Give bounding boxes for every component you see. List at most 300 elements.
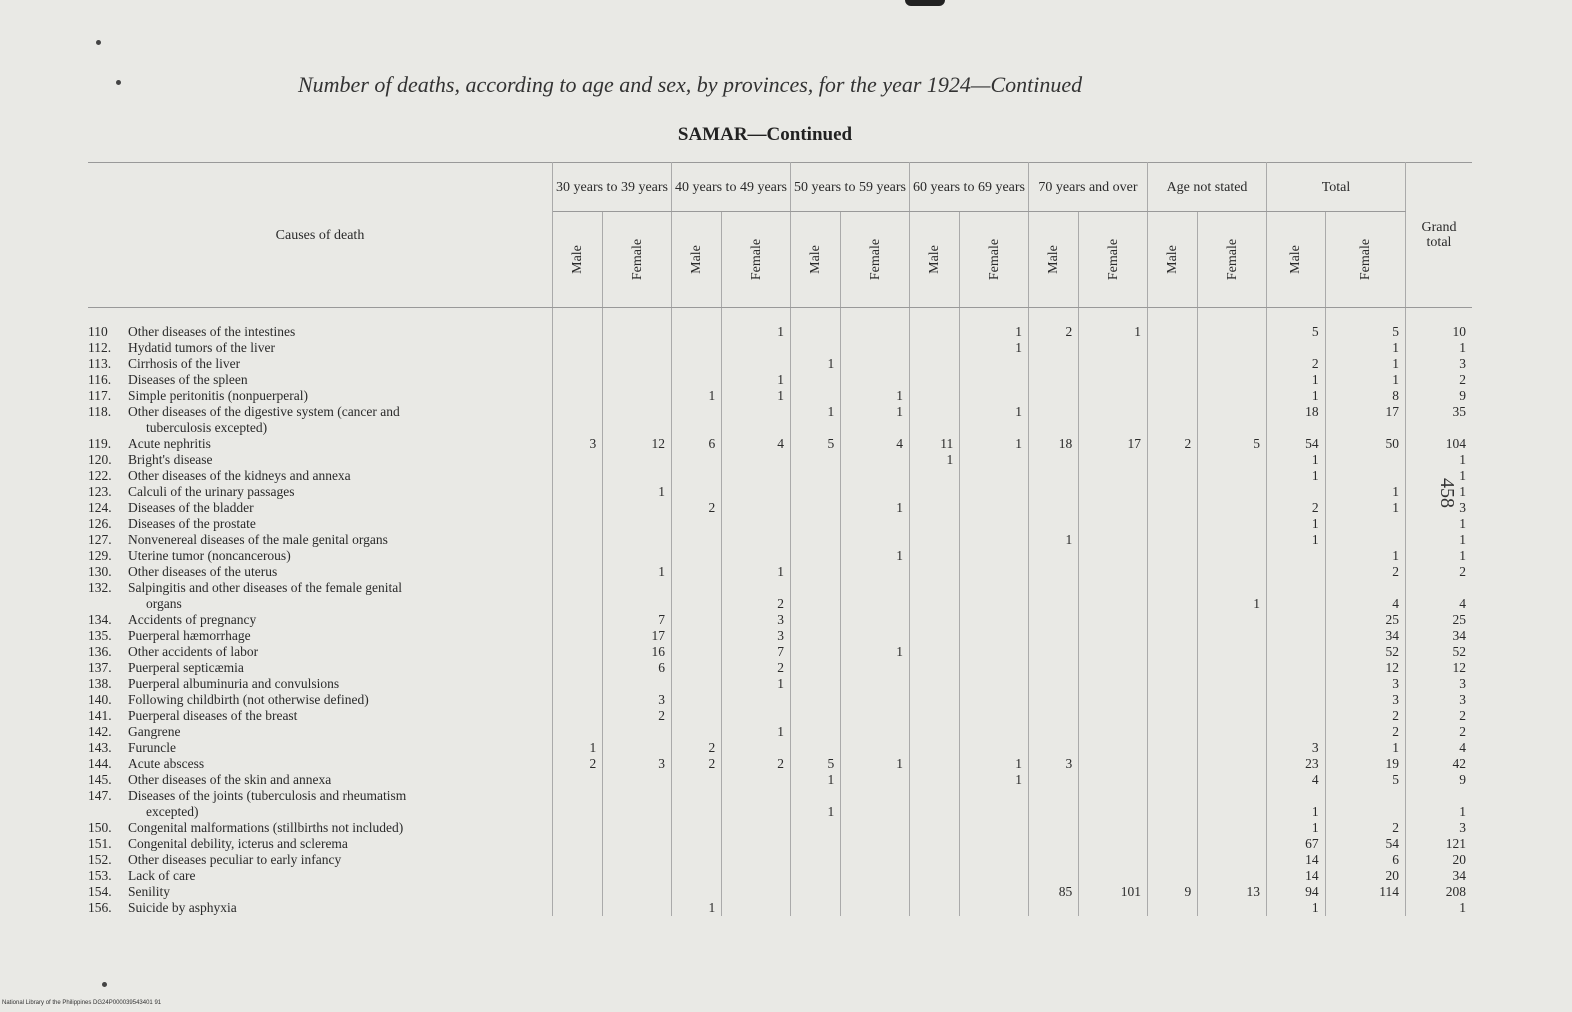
count-cell <box>1198 356 1267 372</box>
cause-text: Other diseases peculiar to early infancy <box>128 852 342 867</box>
count-cell: 2 <box>1267 500 1326 516</box>
count-cell <box>1325 420 1405 436</box>
count-cell <box>1148 692 1198 708</box>
count-cell <box>791 788 841 804</box>
column-header-label: Female <box>629 238 645 281</box>
count-cell <box>960 788 1029 804</box>
count-cell <box>1267 676 1326 692</box>
count-cell: 1 <box>1267 804 1326 820</box>
cause-text: Senility <box>128 884 171 899</box>
count-cell <box>910 500 960 516</box>
count-cell <box>841 788 910 804</box>
count-cell: 2 <box>672 756 722 772</box>
cause-number: 110 <box>88 324 108 339</box>
count-cell <box>603 884 672 900</box>
count-cell <box>603 452 672 468</box>
table-row <box>88 596 1472 612</box>
count-cell: 5 <box>791 436 841 452</box>
grand-total-cell <box>1406 788 1473 804</box>
cause-number: 142. <box>88 724 112 739</box>
count-cell: 17 <box>603 628 672 644</box>
count-cell <box>1079 532 1148 548</box>
count-cell <box>910 868 960 884</box>
count-cell <box>1198 564 1267 580</box>
cause-cell <box>88 596 553 612</box>
cause-cell <box>88 356 553 372</box>
table-row <box>88 660 1472 676</box>
grand-total-cell: 1 <box>1459 452 1466 467</box>
count-cell <box>1029 548 1079 564</box>
cause-text: Other diseases of the digestive system (cancer and <box>128 404 400 419</box>
count-cell <box>603 404 672 420</box>
cause-number: 140. <box>88 692 112 707</box>
table-row <box>88 644 1472 660</box>
table-row <box>88 708 1472 724</box>
count-cell: 1 <box>1267 468 1326 484</box>
group-header: Total <box>1267 163 1406 212</box>
count-cell <box>1029 820 1079 836</box>
count-cell <box>1029 404 1079 420</box>
count-cell <box>791 644 841 660</box>
table-row <box>88 340 1472 356</box>
table-row <box>88 372 1472 388</box>
count-cell <box>1198 676 1267 692</box>
grand-total-cell: 4 <box>1459 740 1466 755</box>
count-cell <box>960 356 1029 372</box>
cause-text: Puerperal septicæmia <box>128 660 244 675</box>
cause-cell <box>88 724 553 740</box>
cause-text: Gangrene <box>128 724 181 739</box>
deaths-table <box>88 162 1472 916</box>
count-cell <box>1267 692 1326 708</box>
table-row <box>88 564 1472 580</box>
count-cell <box>841 660 910 676</box>
count-cell <box>1148 372 1198 388</box>
speck-mark <box>102 982 107 987</box>
column-header-label: Male <box>570 245 586 274</box>
count-cell: 1 <box>722 308 791 341</box>
count-cell <box>603 516 672 532</box>
count-cell <box>1148 868 1198 884</box>
count-cell <box>910 628 960 644</box>
count-cell: 1 <box>603 484 672 500</box>
count-cell: 1 <box>1267 820 1326 836</box>
count-cell <box>1148 772 1198 788</box>
count-cell <box>960 692 1029 708</box>
count-cell <box>1198 756 1267 772</box>
count-cell <box>672 452 722 468</box>
column-header-label: Female <box>1105 238 1121 281</box>
count-cell <box>791 628 841 644</box>
count-cell: 6 <box>1325 852 1405 868</box>
cause-number: 119. <box>88 436 112 451</box>
cause-cell <box>88 516 553 532</box>
count-cell <box>553 788 603 804</box>
cause-number: 130. <box>88 564 112 579</box>
cause-number: 152. <box>88 852 112 867</box>
count-cell <box>1198 820 1267 836</box>
count-cell <box>841 820 910 836</box>
count-cell <box>722 420 791 436</box>
count-cell <box>1079 500 1148 516</box>
count-cell <box>841 884 910 900</box>
table-row <box>88 388 1472 404</box>
count-cell <box>1148 388 1198 404</box>
table-row <box>88 804 1472 820</box>
count-cell <box>1029 692 1079 708</box>
count-cell <box>1325 468 1405 484</box>
count-cell <box>553 708 603 724</box>
grand-total-header: Grand total <box>1406 163 1473 308</box>
grand-total-cell: 121 <box>1445 836 1466 851</box>
grand-total-cell: 9 <box>1459 388 1466 403</box>
count-cell <box>672 340 722 356</box>
count-cell: 1 <box>1029 532 1079 548</box>
count-cell <box>910 756 960 772</box>
count-cell <box>791 548 841 564</box>
cause-number: 153. <box>88 868 112 883</box>
count-cell <box>672 708 722 724</box>
count-cell: 9 <box>1148 884 1198 900</box>
count-cell <box>1079 452 1148 468</box>
count-cell <box>672 788 722 804</box>
count-cell <box>960 596 1029 612</box>
count-cell <box>553 452 603 468</box>
cause-number: 124. <box>88 500 112 515</box>
cause-cell <box>88 628 553 644</box>
grand-total-cell: 4 <box>1459 596 1466 611</box>
count-cell: 12 <box>603 436 672 452</box>
male-column-header <box>672 212 722 308</box>
count-cell <box>1148 628 1198 644</box>
count-cell <box>1079 644 1148 660</box>
cause-cell <box>88 564 553 580</box>
group-header: 40 years to 49 years <box>672 163 791 212</box>
cause-text: Congenital malformations (stillbirths not included) <box>128 820 404 835</box>
table-row <box>88 308 1472 341</box>
column-header-label: Female <box>867 238 883 281</box>
count-cell <box>910 692 960 708</box>
count-cell <box>1148 484 1198 500</box>
count-cell: 3 <box>1029 756 1079 772</box>
cause-cell <box>88 820 553 836</box>
count-cell: 5 <box>1325 308 1405 341</box>
count-cell <box>1029 516 1079 532</box>
count-cell <box>1079 692 1148 708</box>
grand-total-cell: 3 <box>1459 676 1466 691</box>
count-cell <box>1148 532 1198 548</box>
count-cell <box>672 356 722 372</box>
count-cell: 1 <box>722 676 791 692</box>
cause-text: Hydatid tumors of the liver <box>128 340 275 355</box>
count-cell <box>553 484 603 500</box>
count-cell <box>1198 900 1267 916</box>
count-cell: 1 <box>1198 596 1267 612</box>
cause-number: 118. <box>88 404 112 419</box>
count-cell <box>553 532 603 548</box>
count-cell <box>910 532 960 548</box>
grand-total-cell: 1 <box>1459 468 1466 483</box>
count-cell <box>722 516 791 532</box>
count-cell <box>722 404 791 420</box>
count-cell <box>722 468 791 484</box>
column-header-label: Male <box>1046 245 1062 274</box>
count-cell <box>791 516 841 532</box>
count-cell <box>841 900 910 916</box>
count-cell <box>722 740 791 756</box>
count-cell <box>1148 452 1198 468</box>
count-cell <box>791 484 841 500</box>
table-row <box>88 468 1472 484</box>
count-cell <box>910 740 960 756</box>
count-cell: 2 <box>722 756 791 772</box>
count-cell <box>960 660 1029 676</box>
ink-blot <box>905 0 945 6</box>
count-cell <box>841 628 910 644</box>
count-cell: 50 <box>1325 436 1405 452</box>
count-cell <box>841 484 910 500</box>
count-cell <box>1148 612 1198 628</box>
count-cell <box>791 868 841 884</box>
male-column-header <box>1148 212 1198 308</box>
cause-cell <box>88 468 553 484</box>
count-cell <box>1148 308 1198 341</box>
count-cell <box>791 372 841 388</box>
count-cell <box>910 308 960 341</box>
count-cell <box>1079 788 1148 804</box>
count-cell: 3 <box>1325 692 1405 708</box>
count-cell <box>1079 628 1148 644</box>
count-cell <box>553 596 603 612</box>
count-cell <box>960 836 1029 852</box>
column-header-label: Female <box>1224 238 1240 281</box>
count-cell <box>1267 484 1326 500</box>
count-cell: 1 <box>841 388 910 404</box>
count-cell: 18 <box>1029 436 1079 452</box>
count-cell <box>1079 756 1148 772</box>
cause-cell <box>88 676 553 692</box>
grand-total-cell: 52 <box>1452 644 1466 659</box>
count-cell <box>553 900 603 916</box>
cause-text: Furuncle <box>128 740 176 755</box>
count-cell <box>960 532 1029 548</box>
count-cell <box>960 900 1029 916</box>
count-cell <box>1029 564 1079 580</box>
count-cell <box>553 884 603 900</box>
count-cell: 1 <box>603 564 672 580</box>
count-cell: 13 <box>1198 884 1267 900</box>
speck-mark <box>96 40 101 45</box>
count-cell <box>722 532 791 548</box>
count-cell <box>841 356 910 372</box>
count-cell <box>960 564 1029 580</box>
count-cell: 1 <box>722 372 791 388</box>
count-cell: 1 <box>960 404 1029 420</box>
count-cell <box>791 852 841 868</box>
count-cell <box>722 884 791 900</box>
cause-cell <box>88 740 553 756</box>
count-cell <box>1198 612 1267 628</box>
count-cell: 1 <box>1267 372 1326 388</box>
male-column-header <box>910 212 960 308</box>
count-cell: 1 <box>841 644 910 660</box>
count-cell <box>1325 580 1405 596</box>
table-row <box>88 500 1472 516</box>
cause-cell <box>88 868 553 884</box>
count-cell <box>910 580 960 596</box>
count-cell <box>1148 724 1198 740</box>
table-row <box>88 404 1472 420</box>
cause-text: Other diseases of the uterus <box>128 564 278 579</box>
cause-text: Diseases of the spleen <box>128 372 248 387</box>
grand-total-cell: 2 <box>1459 708 1466 723</box>
count-cell <box>672 644 722 660</box>
causes-header: Causes of death <box>88 163 553 308</box>
count-cell <box>603 820 672 836</box>
count-cell <box>553 628 603 644</box>
cause-number: 144. <box>88 756 112 771</box>
count-cell <box>1079 772 1148 788</box>
cause-text: Bright's disease <box>128 452 213 467</box>
count-cell <box>672 612 722 628</box>
count-cell <box>960 724 1029 740</box>
count-cell <box>1148 468 1198 484</box>
count-cell <box>1198 580 1267 596</box>
count-cell <box>603 308 672 341</box>
cause-number: 154. <box>88 884 112 899</box>
count-cell: 4 <box>1325 596 1405 612</box>
count-cell <box>603 724 672 740</box>
column-header-label: Male <box>1288 245 1304 274</box>
group-header: 70 years and over <box>1029 163 1148 212</box>
count-cell <box>553 772 603 788</box>
table-row <box>88 740 1472 756</box>
count-cell <box>910 420 960 436</box>
count-cell <box>672 308 722 341</box>
count-cell <box>960 644 1029 660</box>
count-cell <box>722 500 791 516</box>
count-cell <box>603 468 672 484</box>
count-cell: 3 <box>603 756 672 772</box>
grand-total-cell: 1 <box>1459 548 1466 563</box>
count-cell <box>1148 356 1198 372</box>
count-cell <box>1148 516 1198 532</box>
count-cell <box>960 868 1029 884</box>
count-cell: 1 <box>960 756 1029 772</box>
count-cell <box>672 628 722 644</box>
count-cell: 2 <box>1148 436 1198 452</box>
table-row <box>88 628 1472 644</box>
count-cell <box>1267 564 1326 580</box>
count-cell <box>553 676 603 692</box>
count-cell <box>960 516 1029 532</box>
grand-total-cell: 3 <box>1459 356 1466 371</box>
count-cell <box>841 340 910 356</box>
count-cell <box>603 372 672 388</box>
grand-total-cell <box>1406 580 1473 596</box>
cause-text: Diseases of the prostate <box>128 516 256 531</box>
count-cell <box>910 468 960 484</box>
count-cell <box>960 820 1029 836</box>
count-cell: 1 <box>1325 500 1405 516</box>
count-cell <box>1267 708 1326 724</box>
count-cell <box>603 356 672 372</box>
count-cell <box>722 548 791 564</box>
count-cell <box>960 484 1029 500</box>
cause-text: Lack of care <box>128 868 196 883</box>
grand-total-cell: 1 <box>1459 532 1466 547</box>
count-cell <box>791 340 841 356</box>
table-row <box>88 772 1472 788</box>
table-row <box>88 788 1472 804</box>
count-cell <box>910 548 960 564</box>
count-cell: 4 <box>841 436 910 452</box>
count-cell <box>1148 420 1198 436</box>
grand-total-cell: 3 <box>1459 692 1466 707</box>
count-cell <box>1079 596 1148 612</box>
count-cell <box>841 612 910 628</box>
count-cell <box>603 900 672 916</box>
count-cell <box>910 596 960 612</box>
count-cell <box>1198 532 1267 548</box>
count-cell <box>672 532 722 548</box>
count-cell <box>910 660 960 676</box>
cause-text: organs <box>146 596 182 611</box>
cause-cell <box>88 484 553 500</box>
count-cell <box>1198 420 1267 436</box>
count-cell <box>841 564 910 580</box>
count-cell <box>1198 468 1267 484</box>
count-cell <box>672 516 722 532</box>
count-cell: 5 <box>1198 436 1267 452</box>
count-cell <box>722 340 791 356</box>
grand-total-cell: 1 <box>1459 804 1466 819</box>
count-cell: 1 <box>1079 308 1148 341</box>
count-cell <box>722 788 791 804</box>
count-cell <box>1079 868 1148 884</box>
cause-cell <box>88 852 553 868</box>
cause-number: 151. <box>88 836 112 851</box>
count-cell <box>910 772 960 788</box>
count-cell <box>841 580 910 596</box>
cause-number: 134. <box>88 612 112 627</box>
count-cell <box>791 596 841 612</box>
cause-cell <box>88 644 553 660</box>
count-cell <box>910 836 960 852</box>
count-cell: 7 <box>722 644 791 660</box>
count-cell <box>553 692 603 708</box>
count-cell <box>553 500 603 516</box>
count-cell <box>791 500 841 516</box>
count-cell: 1 <box>791 772 841 788</box>
cause-cell <box>88 804 553 820</box>
count-cell <box>1267 548 1326 564</box>
count-cell <box>1198 740 1267 756</box>
count-cell <box>791 612 841 628</box>
cause-text: Acute abscess <box>128 756 205 771</box>
table-row <box>88 900 1472 916</box>
count-cell <box>960 884 1029 900</box>
count-cell <box>1079 580 1148 596</box>
count-cell <box>1198 644 1267 660</box>
count-cell <box>1267 420 1326 436</box>
cause-cell <box>88 612 553 628</box>
grand-total-cell: 2 <box>1459 564 1466 579</box>
table-row <box>88 756 1472 772</box>
column-header-label: Female <box>986 238 1002 281</box>
count-cell <box>1029 868 1079 884</box>
count-cell <box>1148 676 1198 692</box>
